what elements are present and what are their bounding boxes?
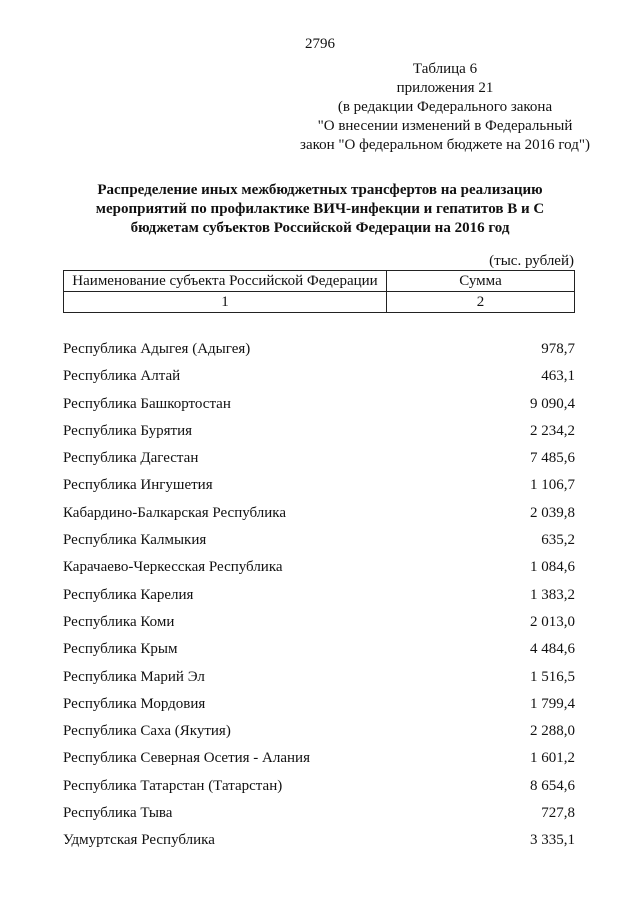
region-amount: 1 106,7 <box>530 477 575 494</box>
table-row <box>63 447 575 474</box>
table-row <box>63 420 575 447</box>
table-row <box>63 474 575 501</box>
region-amount: 1 516,5 <box>530 668 575 685</box>
table-row <box>63 556 575 583</box>
region-name: Республика Марий Эл <box>63 668 205 685</box>
column-number-1: 1 <box>64 292 387 313</box>
table-row <box>63 802 575 829</box>
title-line: бюджетам субъектов Российской Федерации на 2016 год <box>130 220 510 236</box>
region-amount: 4 484,6 <box>530 641 575 658</box>
region-amount: 1 799,4 <box>530 695 575 712</box>
table-row <box>63 829 575 856</box>
region-amount: 635,2 <box>541 532 575 549</box>
table-header <box>63 270 575 313</box>
document-title <box>40 181 600 238</box>
annex-line: Таблица 6 <box>412 61 478 77</box>
table-row <box>63 611 575 638</box>
region-name: Республика Ингушетия <box>63 477 213 494</box>
region-name: Республика Башкортостан <box>63 395 231 412</box>
region-name: Республика Калмыкия <box>63 532 207 549</box>
region-name: Республика Бурятия <box>63 422 193 439</box>
title-line: Распределение иных межбюджетных трансфертов на реализацию <box>97 182 543 198</box>
region-amount: 2 039,8 <box>530 504 575 521</box>
region-amount: 1 084,6 <box>530 559 575 576</box>
page-number: 2796 <box>305 36 335 52</box>
units-label: (тыс. рублей) <box>489 253 574 269</box>
annex-line: (в редакции Федерального закона <box>337 99 553 115</box>
region-name: Республика Адыгея (Адыгея) <box>63 341 251 357</box>
table-body <box>63 338 575 857</box>
table-row <box>63 747 575 774</box>
region-amount: 463,1 <box>541 368 575 385</box>
table-row <box>63 638 575 665</box>
annex-reference <box>300 60 590 155</box>
region-name: Республика Дагестан <box>63 450 199 467</box>
region-amount: 2 234,2 <box>530 422 575 439</box>
region-amount: 727,8 <box>541 805 575 822</box>
region-name: Республика Коми <box>63 613 175 630</box>
region-name: Республика Татарстан (Татарстан) <box>63 777 283 794</box>
region-amount: 9 090,4 <box>530 395 575 412</box>
region-amount: 2 288,0 <box>530 723 575 740</box>
table-row <box>63 666 575 693</box>
region-name: Удмуртская Республика <box>63 832 215 849</box>
region-amount: 1 601,2 <box>530 750 575 767</box>
region-amount: 2 013,0 <box>530 613 575 630</box>
region-name: Республика Алтай <box>63 368 181 385</box>
header-row <box>64 271 575 292</box>
region-name: Карачаево-Черкесская Республика <box>63 559 283 576</box>
region-name: Республика Тыва <box>63 805 173 822</box>
column-header-amount: Сумма <box>387 271 575 292</box>
region-name: Кабардино-Балкарская Республика <box>63 504 287 521</box>
table-row <box>63 584 575 611</box>
column-number-row <box>64 292 575 313</box>
region-amount: 1 383,2 <box>530 586 575 603</box>
table-row <box>63 775 575 802</box>
region-amount: 7 485,6 <box>530 450 575 467</box>
table-row <box>63 365 575 392</box>
annex-line: "О внесении изменений в Федеральный <box>317 118 573 134</box>
table-row <box>63 720 575 747</box>
column-header-name: Наименование субъекта Российской Федерации <box>64 271 387 292</box>
region-name: Республика Карелия <box>63 586 194 603</box>
table-row <box>63 393 575 420</box>
region-amount: 8 654,6 <box>530 777 575 794</box>
annex-line: закон "О федеральном бюджете на 2016 год") <box>300 137 590 153</box>
region-name: Республика Северная Осетия - Алания <box>63 750 310 767</box>
table-row <box>63 529 575 556</box>
table-row <box>63 502 575 529</box>
annex-line: приложения 21 <box>396 80 494 96</box>
region-name: Республика Крым <box>63 641 178 658</box>
region-name: Республика Саха (Якутия) <box>63 723 231 740</box>
column-number-2: 2 <box>387 292 575 313</box>
table-row <box>63 693 575 720</box>
region-amount: 3 335,1 <box>530 832 575 849</box>
title-line: мероприятий по профилактике ВИЧ-инфекции и гепатитов B и C <box>95 201 545 217</box>
region-amount: 978,7 <box>541 341 575 357</box>
region-name: Республика Мордовия <box>63 695 206 712</box>
table-row <box>63 338 575 365</box>
